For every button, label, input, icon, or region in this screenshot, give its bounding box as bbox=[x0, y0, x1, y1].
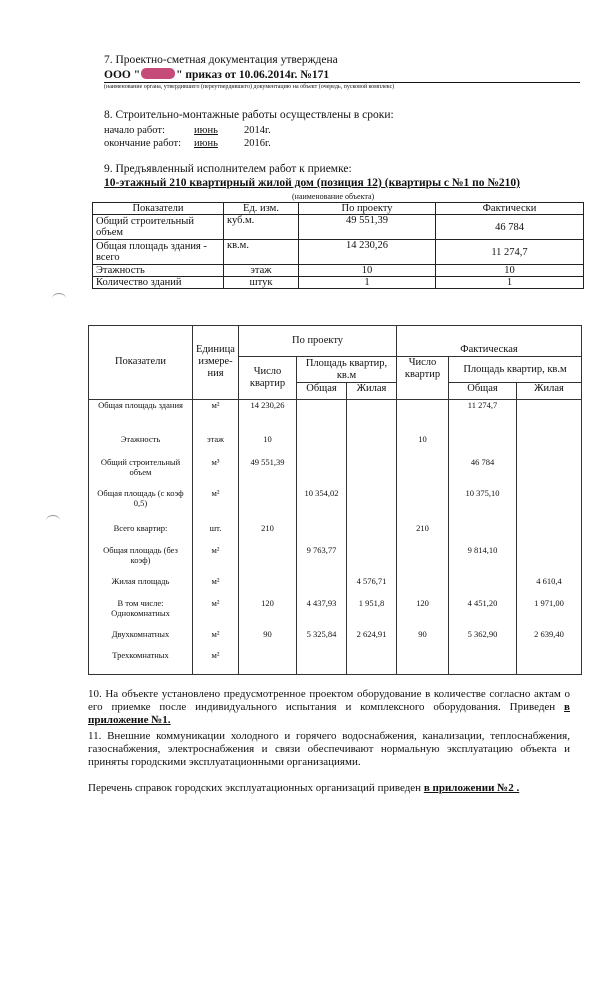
col-header: По проекту bbox=[299, 203, 436, 215]
cell-f-total bbox=[449, 576, 517, 599]
header-actual: Фактическая bbox=[397, 326, 582, 357]
cell-p-living bbox=[347, 434, 397, 457]
cell-f-total: 4 451,20 bbox=[449, 598, 517, 629]
table-row bbox=[89, 523, 582, 546]
table-row bbox=[89, 488, 582, 523]
cell-name: Двухкомнатных bbox=[89, 629, 193, 650]
cell-name: В том числе: Однокомнатных bbox=[89, 598, 193, 629]
row-fact: 11 274,7 bbox=[436, 240, 584, 265]
row-name: Этажность bbox=[93, 265, 224, 277]
end-month: июнь bbox=[194, 138, 218, 149]
cell-unit: м² bbox=[193, 545, 239, 576]
cell-f-living: 4 610,4 bbox=[517, 576, 582, 599]
appendix-2-ref: в приложении №2 . bbox=[423, 782, 520, 794]
cell-f-total bbox=[449, 650, 517, 675]
cell-unit: м² bbox=[193, 629, 239, 650]
section-7-order bbox=[104, 68, 329, 81]
cell-f-living: 1 971,00 bbox=[517, 598, 582, 629]
cell-f-count: 120 bbox=[397, 598, 449, 629]
cell-p-count: 10 bbox=[239, 434, 297, 457]
summary-table bbox=[92, 202, 584, 289]
cell-name: Всего квартир: bbox=[89, 523, 193, 546]
details-table-body bbox=[89, 399, 582, 674]
header-living: Жилая bbox=[347, 383, 397, 399]
table-row bbox=[89, 545, 582, 576]
appendix-1-ref: в приложение №1. bbox=[88, 701, 570, 726]
start-label: начало работ: bbox=[104, 125, 165, 136]
cell-p-living bbox=[347, 545, 397, 576]
header-indicators: Показатели bbox=[89, 326, 193, 400]
cell-f-living bbox=[517, 457, 582, 488]
cell-unit: м² bbox=[193, 598, 239, 629]
section-11-list bbox=[88, 782, 570, 795]
cell-unit: м² bbox=[193, 650, 239, 675]
start-year: 2014г. bbox=[244, 125, 271, 136]
col-header: Фактически bbox=[436, 203, 584, 215]
row-plan: 10 bbox=[299, 265, 436, 277]
cell-p-total bbox=[297, 457, 347, 488]
table-header-row bbox=[93, 203, 584, 215]
start-month: июнь bbox=[194, 125, 218, 136]
cell-f-living bbox=[517, 523, 582, 546]
col-header: Показатели bbox=[93, 203, 224, 215]
cell-unit: м³ bbox=[193, 457, 239, 488]
cell-f-total: 5 362,90 bbox=[449, 629, 517, 650]
cell-f-count: 90 bbox=[397, 629, 449, 650]
cell-f-living: 2 639,40 bbox=[517, 629, 582, 650]
table-row bbox=[89, 457, 582, 488]
cell-unit: м² bbox=[193, 399, 239, 434]
cell-name: Этажность bbox=[89, 434, 193, 457]
table-row bbox=[89, 629, 582, 650]
section-11: 11. Внешние коммуникации холодного и горячего водоснабжения, канализации, теплоснабжения, газоснабжения, электроснабжения и связи обеспечивают нормальную эксплуатацию объекта и приняты городскими эксплуатационными организациями. bbox=[88, 730, 570, 768]
cell-unit: шт. bbox=[193, 523, 239, 546]
table-row bbox=[93, 265, 584, 277]
underline bbox=[104, 82, 580, 83]
row-name: Количество зданий bbox=[93, 277, 224, 289]
cell-p-count bbox=[239, 488, 297, 523]
section-10-text: 10. На объекте установлено предусмотренное проектом оборудование в количестве согласно актам о его приемке после индивидуального испытания и комплексного оборудования. Приведен bbox=[88, 688, 570, 713]
cell-f-count bbox=[397, 545, 449, 576]
row-unit: этаж bbox=[224, 265, 299, 277]
header-count: Число квартир bbox=[239, 356, 297, 399]
cell-p-living: 1 951,8 bbox=[347, 598, 397, 629]
cell-f-living bbox=[517, 545, 582, 576]
cell-p-count bbox=[239, 650, 297, 675]
table-row bbox=[89, 650, 582, 675]
col-header: Ед. изм. bbox=[224, 203, 299, 215]
cell-unit: м² bbox=[193, 488, 239, 523]
table-row bbox=[89, 399, 582, 434]
cell-p-living bbox=[347, 523, 397, 546]
row-name: Общая площадь здания - всего bbox=[93, 240, 224, 265]
cell-unit: м² bbox=[193, 576, 239, 599]
cell-p-count: 90 bbox=[239, 629, 297, 650]
punch-hole-mark bbox=[52, 293, 66, 304]
punch-hole-mark bbox=[46, 515, 60, 526]
table-row bbox=[93, 215, 584, 240]
table-row bbox=[89, 576, 582, 599]
row-fact: 46 784 bbox=[436, 215, 584, 240]
object-caption: (наименование объекта) bbox=[292, 192, 375, 201]
cell-f-total bbox=[449, 523, 517, 546]
header-total-actual: Общая bbox=[449, 383, 517, 399]
cell-f-count bbox=[397, 488, 449, 523]
cell-p-count bbox=[239, 576, 297, 599]
end-label: окончание работ: bbox=[104, 138, 182, 149]
row-fact: 10 bbox=[436, 265, 584, 277]
cell-p-living: 4 576,71 bbox=[347, 576, 397, 599]
table-row bbox=[93, 240, 584, 265]
redacted-org-name bbox=[141, 68, 175, 79]
header-area-actual: Площадь квартир, кв.м bbox=[449, 356, 582, 383]
cell-f-count: 10 bbox=[397, 434, 449, 457]
cell-p-living bbox=[347, 650, 397, 675]
header-total: Общая bbox=[297, 383, 347, 399]
row-plan: 1 bbox=[299, 277, 436, 289]
cell-f-total: 9 814,10 bbox=[449, 545, 517, 576]
cell-p-total: 4 437,93 bbox=[297, 598, 347, 629]
header-unit: Единица измере-ния bbox=[193, 326, 239, 400]
row-plan: 14 230,26 bbox=[299, 240, 436, 265]
cell-p-count: 120 bbox=[239, 598, 297, 629]
cell-f-count bbox=[397, 457, 449, 488]
header-count-actual: Число квартир bbox=[397, 356, 449, 399]
org-prefix: ООО " bbox=[104, 69, 141, 81]
cell-f-living bbox=[517, 488, 582, 523]
cell-f-total: 46 784 bbox=[449, 457, 517, 488]
order-details: " приказ от 10.06.2014г. №171 bbox=[176, 69, 330, 81]
cell-f-living bbox=[517, 650, 582, 675]
cell-f-living bbox=[517, 434, 582, 457]
row-unit: куб.м. bbox=[224, 215, 299, 240]
cell-name: Трехкомнатных bbox=[89, 650, 193, 675]
cell-p-total bbox=[297, 399, 347, 434]
cell-p-count bbox=[239, 545, 297, 576]
cell-name: Общая площадь (с коэф 0,5) bbox=[89, 488, 193, 523]
cell-p-living: 2 624,91 bbox=[347, 629, 397, 650]
table-row bbox=[89, 598, 582, 629]
cell-p-count: 14 230,26 bbox=[239, 399, 297, 434]
section-7-title: 7. Проектно-сметная документация утверждена bbox=[104, 54, 338, 66]
cell-p-total: 9 763,77 bbox=[297, 545, 347, 576]
cell-p-count: 49 551,39 bbox=[239, 457, 297, 488]
section-11-list-text: Перечень справок городских эксплуатационных организаций приведен bbox=[88, 782, 424, 794]
object-name: 10-этажный 210 квартирный жилой дом (позиция 12) (квартиры с №1 по №210) bbox=[104, 177, 520, 189]
cell-f-count bbox=[397, 399, 449, 434]
row-unit: штук bbox=[224, 277, 299, 289]
section-10 bbox=[88, 688, 570, 727]
row-unit: кв.м. bbox=[224, 240, 299, 265]
cell-p-living bbox=[347, 399, 397, 434]
header-area: Площадь квартир, кв.м bbox=[297, 356, 397, 383]
end-year: 2016г. bbox=[244, 138, 271, 149]
cell-name: Общая площадь здания bbox=[89, 399, 193, 434]
section-8-title: 8. Строительно-монтажные работы осуществлены в сроки: bbox=[104, 109, 394, 121]
cell-p-total bbox=[297, 576, 347, 599]
cell-f-count bbox=[397, 576, 449, 599]
cell-f-total: 10 375,10 bbox=[449, 488, 517, 523]
row-plan: 49 551,39 bbox=[299, 215, 436, 240]
cell-name: Жилая площадь bbox=[89, 576, 193, 599]
cell-f-total bbox=[449, 434, 517, 457]
cell-f-count: 210 bbox=[397, 523, 449, 546]
cell-f-total: 11 274,7 bbox=[449, 399, 517, 434]
cell-p-count: 210 bbox=[239, 523, 297, 546]
table-row bbox=[93, 277, 584, 289]
cell-p-total bbox=[297, 434, 347, 457]
row-fact: 1 bbox=[436, 277, 584, 289]
cell-name: Общий строительный объем bbox=[89, 457, 193, 488]
table-row bbox=[89, 434, 582, 457]
cell-p-total: 5 325,84 bbox=[297, 629, 347, 650]
section-9-title: 9. Предъявленный исполнителем работ к приемке: bbox=[104, 163, 352, 175]
row-name: Общий строительный объем bbox=[93, 215, 224, 240]
details-table bbox=[88, 325, 582, 675]
cell-f-living bbox=[517, 399, 582, 434]
cell-name: Общая площадь (без коэф) bbox=[89, 545, 193, 576]
header-project: По проекту bbox=[239, 326, 397, 357]
cell-p-total bbox=[297, 650, 347, 675]
cell-unit: этаж bbox=[193, 434, 239, 457]
cell-p-living bbox=[347, 488, 397, 523]
section-7-caption: (наименование органа, утвердившего (переутвердившего) документацию на объект (очередь, пусковой комплекс) bbox=[104, 84, 395, 90]
cell-f-count bbox=[397, 650, 449, 675]
cell-p-total bbox=[297, 523, 347, 546]
header-living-actual: Жилая bbox=[517, 383, 582, 399]
cell-p-total: 10 354,02 bbox=[297, 488, 347, 523]
cell-p-living bbox=[347, 457, 397, 488]
